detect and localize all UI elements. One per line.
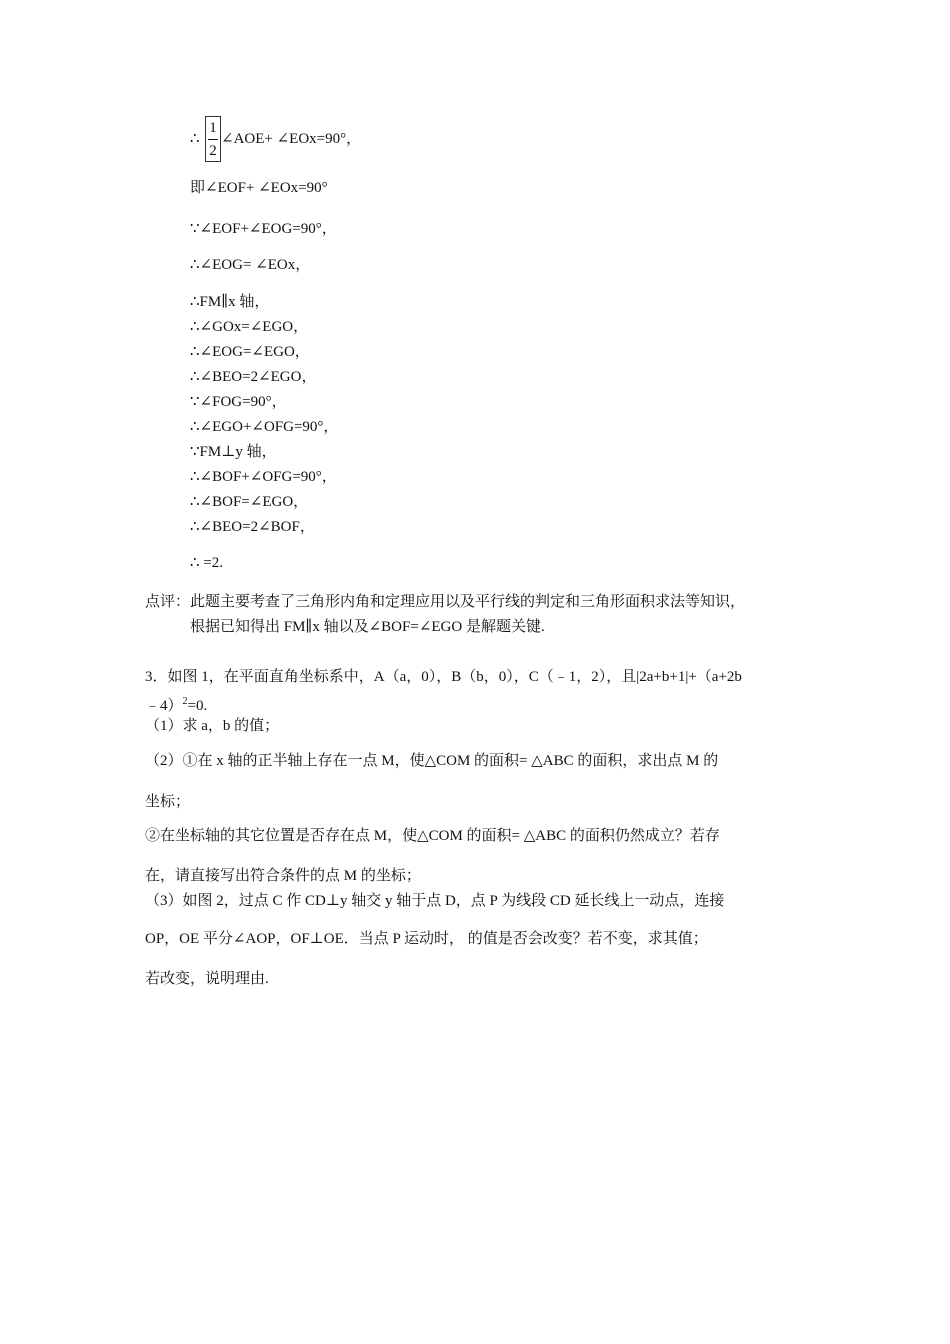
proof-line: ∵FM⊥y 轴， [190, 444, 277, 460]
comment-line: 点评：此题主要考查了三角形内角和定理应用以及平行线的判定和三角形面积求法等知识， [145, 594, 746, 610]
question-3-end: 若改变，说明理由. [145, 971, 269, 987]
proof-line: ∴∠EGO+∠OFG=90°， [190, 419, 339, 435]
exponent: 2 [182, 696, 188, 707]
proof-line: ∴ =2. [190, 555, 224, 571]
proof-line: ∴FM∥x 轴， [190, 294, 270, 310]
proof-line: ∵∠FOG=90°， [190, 394, 287, 410]
proof-line: ∴∠BOF=∠EGO， [190, 494, 309, 510]
proof-line: ∴∠GOx=∠EGO， [190, 319, 309, 335]
question-3: （3）如图 2，过点 C 作 CD⊥y 轴交 y 轴于点 D，点 P 为线段 CD 延长线上一动点，连接 [145, 893, 725, 909]
proof-line: ∴∠BEO=2∠BOF， [190, 519, 315, 535]
fraction-numerator: 1 [209, 120, 217, 136]
proof-line [190, 129, 200, 149]
proof-line: ∴∠EOG= ∠EOx， [190, 257, 311, 273]
fraction-one-half [205, 116, 221, 162]
question-3-cont: OP，OE 平分∠AOP，OF⊥OE．当点 P 运动时， 的值是否会改变？若不变，求其值； [145, 931, 708, 947]
fraction-denominator: 2 [209, 143, 217, 159]
proof-line: ∴∠EOG=∠EGO， [190, 344, 310, 360]
fraction-bar [208, 139, 218, 140]
question-2-part-2: ②在坐标轴的其它位置是否存在点 M，使△COM 的面积= △ABC 的面积仍然成立？若存 [145, 828, 720, 844]
question-2-part-1: （2）①在 x 轴的正半轴上存在一点 M，使△COM 的面积= △ABC 的面积，求出点 M 的 [145, 753, 719, 769]
question-2-part-2-cont: 在，请直接写出符合条件的点 M 的坐标； [145, 868, 421, 884]
proof-line: 即∠EOF+ ∠EOx=90° [190, 180, 328, 196]
problem-text: ﹣4） [145, 698, 183, 714]
question-2-part-1-cont: 坐标； [145, 794, 191, 810]
problem-statement: 3．如图 1，在平面直角坐标系中，A（a，0），B（b，0），C（﹣1，2），且|2a+b+1|+（a+2b [145, 669, 742, 685]
problem-statement [145, 692, 207, 716]
comment-line: 根据已知得出 FM∥x 轴以及∠BOF=∠EGO 是解题关键. [190, 619, 545, 635]
proof-line: ∠AOE+ ∠EOx=90°， [221, 131, 362, 147]
proof-line: ∴∠BOF+∠OFG=90°， [190, 469, 337, 485]
problem-text: =0. [187, 698, 208, 714]
question-1: （1）求 a，b 的值； [145, 718, 280, 734]
proof-line: ∴∠BEO=2∠EGO， [190, 369, 317, 385]
proof-line: ∵∠EOF+∠EOG=90°， [190, 221, 337, 237]
therefore-symbol: ∴ [190, 131, 200, 147]
